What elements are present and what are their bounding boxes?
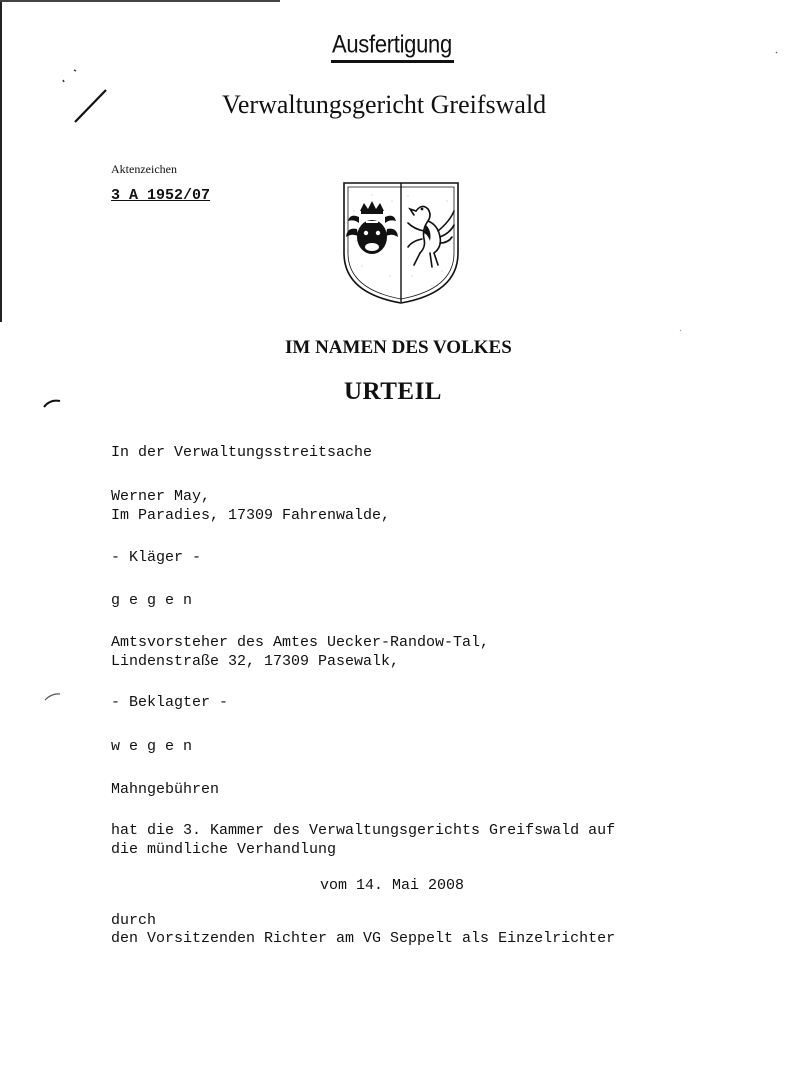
chamber-line-2: die mündliche Verhandlung: [111, 841, 337, 858]
judge-line: den Vorsitzenden Richter am VG Seppelt als Einzelrichter: [111, 930, 616, 947]
file-reference-number: 3 A 1952/07: [111, 187, 211, 204]
file-reference-label: Aktenzeichen: [111, 162, 177, 176]
defendant-address: Lindenstraße 32, 17309 Pasewalk,: [111, 653, 400, 670]
court-name: Verwaltungsgericht Greifswald: [222, 90, 547, 119]
plaintiff-address: Im Paradies, 17309 Fahrenwalde,: [111, 507, 391, 524]
defendant-name: Amtsvorsteher des Amtes Uecker-Randow-Tal,: [111, 634, 490, 651]
subject: Mahngebühren: [111, 781, 220, 798]
preamble-heading: IM NAMEN DES VOLKES: [285, 337, 512, 358]
stamp-ausfertigung: Ausfertigung: [332, 30, 452, 58]
defendant-role: - Beklagter -: [111, 694, 229, 711]
against-label: g e g e n: [111, 592, 193, 609]
case-intro: In der Verwaltungsstreitsache: [111, 444, 373, 461]
judgment-title: URTEIL: [344, 378, 442, 405]
by-label: durch: [111, 912, 157, 929]
coat-of-arms-emblem: [342, 181, 460, 305]
concerning-label: w e g e n: [111, 738, 193, 755]
hearing-date: vom 14. Mai 2008: [320, 877, 465, 894]
stamp-underline: [331, 60, 454, 63]
plaintiff-role: - Kläger -: [111, 549, 202, 566]
scan-edge-top: [0, 0, 280, 2]
scan-edge-left: [0, 0, 2, 322]
plaintiff-name: Werner May,: [111, 488, 211, 505]
chamber-line-1: hat die 3. Kammer des Verwaltungsgerichts Greifswald auf: [111, 822, 616, 839]
